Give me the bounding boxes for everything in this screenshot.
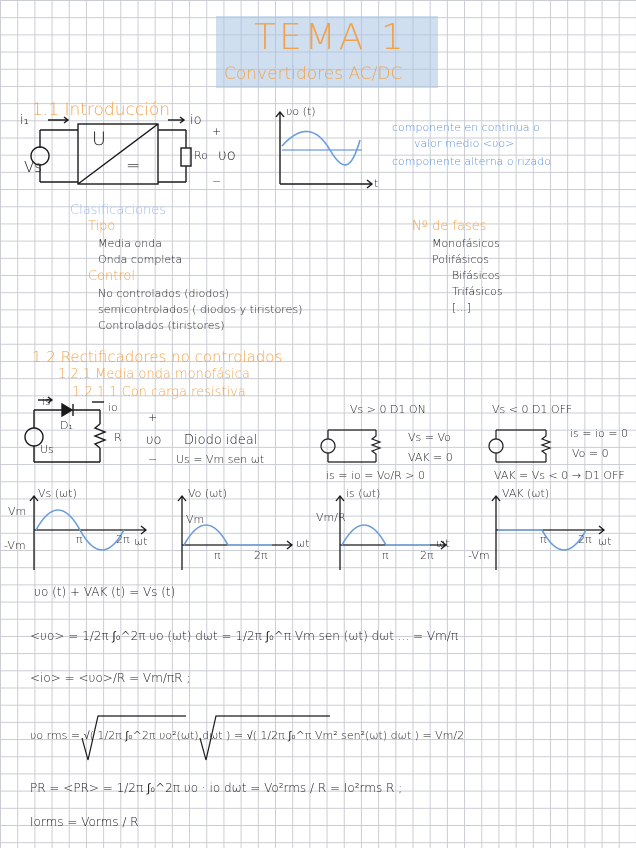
equation-rms-vo: υo rms = √( 1/2π ∫₀^2π υo²(ωt) dωt ) = √( 1/2π ∫₀^π Vm² sen²(ωt) dωt ) = Vm/2 — [30, 729, 465, 742]
plot-x1: π — [214, 549, 221, 562]
rect-minus: − — [148, 453, 158, 466]
subsubsection-heading: 1.2.1.1 Con carga resistiva — [72, 385, 246, 400]
intro-plus: + — [212, 125, 222, 138]
page-title: TEMA 1 — [254, 17, 407, 58]
intro-io-label: io — [190, 113, 202, 128]
fases-item: Polifásicos — [432, 253, 489, 266]
fases-item: Monofásicos — [432, 237, 500, 250]
plot-ymax: Vm/R — [316, 511, 346, 524]
plot-x2: 2π — [254, 549, 268, 562]
equation-power: PR = <PR> = 1/2π ∫₀^2π υo · io dωt = Vo²rms / R = Io²rms R ; — [30, 781, 403, 795]
rect-vs-label: Us — [40, 443, 54, 456]
plot-ymax: Vm — [186, 513, 205, 526]
rect-io-label: io — [108, 401, 118, 414]
equation-kvl: υo (t) + VAK (t) = Vs (t) — [34, 585, 176, 599]
plot-x2: 2π — [420, 549, 434, 562]
plot-ylabel: VAK (ωt) — [502, 487, 550, 500]
fases-item: Bifásicos — [452, 269, 501, 282]
intro-vs-label: Vs — [24, 158, 43, 176]
plot-x2: 2π — [578, 533, 592, 546]
off-heading: Vs < 0 D1 OFF — [492, 403, 573, 416]
intro-block-u: U — [92, 128, 106, 150]
rect-d1-label: D₁ — [60, 419, 73, 432]
plot-xlabel: ωt — [598, 535, 612, 548]
plot-xlabel: ωt — [296, 537, 310, 550]
intro-block-eq: = — [126, 156, 141, 176]
plot-xlabel: ωt — [436, 537, 450, 550]
intro-graph-ylabel: υo (t) — [286, 105, 316, 118]
plot-xlabel: ωt — [134, 535, 148, 548]
subsection-heading: 1.2.1 Media onda monofásica — [58, 367, 250, 382]
plot-ymax: Vm — [8, 505, 27, 518]
off-eq: VAK = Vs < 0 → D1 OFF — [494, 469, 625, 482]
rect-is-label: is — [42, 395, 51, 408]
classification-heading: Clasificaciones — [70, 203, 167, 218]
intro-note-dc: componente en continua o — [392, 121, 540, 134]
equation-avg-vo: <υo> = 1/2π ∫₀^2π υo (ωt) dωt = 1/2π ∫₀^π Vm sen (ωt) dωt ... = Vm/π — [30, 629, 459, 643]
section-heading-intro: 1.1 Introducción — [32, 100, 171, 120]
intro-i1-label: i₁ — [20, 113, 29, 128]
equation-avg-io: <io> = <υo>/R = Vm/πR ; — [30, 671, 191, 685]
tipo-label: Tipo — [88, 219, 116, 234]
intro-minus: − — [212, 175, 222, 188]
fases-label: Nº de fases — [412, 219, 487, 234]
intro-ro-label: Ro — [194, 149, 208, 162]
plot-ylabel: Vs (ωt) — [38, 487, 77, 500]
plot-x1: π — [540, 533, 547, 546]
plot-x1: π — [76, 533, 83, 546]
diodo-source-eq: Us = Vm sen ωt — [176, 453, 265, 466]
equation-io-rms: Iorms = Vorms / R — [30, 815, 139, 829]
rect-vo-label: υo — [146, 433, 162, 448]
control-item: Controlados (tiristores) — [98, 319, 225, 332]
fases-item: [...] — [452, 301, 472, 314]
control-item: semicontrolados ( diodos y tiristores) — [98, 303, 303, 316]
rect-plus: + — [148, 411, 158, 424]
plot-x1: π — [382, 549, 389, 562]
off-eq: is = io = 0 — [570, 427, 628, 440]
intro-note-ripple: componente alterna o rizado — [392, 155, 551, 168]
intro-note-avg: valor medio <υo> — [414, 137, 515, 150]
plot-ymin: -Vm — [4, 539, 26, 552]
plot-ylabel: Vo (ωt) — [188, 487, 228, 500]
diodo-ideal: Diodo ideal — [184, 433, 258, 448]
fases-item: Trifásicos — [452, 285, 503, 298]
tipo-item: Media onda — [98, 237, 162, 250]
plot-x2: 2π — [116, 533, 130, 546]
control-label: Control — [88, 269, 135, 284]
on-heading: Vs > 0 D1 ON — [350, 403, 426, 416]
section-heading-rectifiers: 1.2 Rectificadores no controlados — [32, 348, 283, 366]
intro-graph-xlabel: t — [374, 177, 379, 190]
off-eq: Vo = 0 — [572, 447, 609, 460]
on-eq: VAK = 0 — [408, 451, 453, 464]
tipo-item: Onda completa — [98, 253, 183, 266]
control-item: No controlados (diodos) — [98, 287, 230, 300]
intro-vo-label: υo — [218, 146, 236, 164]
page-subtitle: Convertidores AC/DC — [224, 64, 403, 84]
plot-ylabel: is (ωt) — [346, 487, 381, 500]
on-eq: is = io = Vo/R > 0 — [326, 469, 425, 482]
plot-ymin: -Vm — [468, 549, 490, 562]
on-eq: Vs = Vo — [408, 431, 451, 444]
rect-r-label: R — [114, 431, 122, 444]
